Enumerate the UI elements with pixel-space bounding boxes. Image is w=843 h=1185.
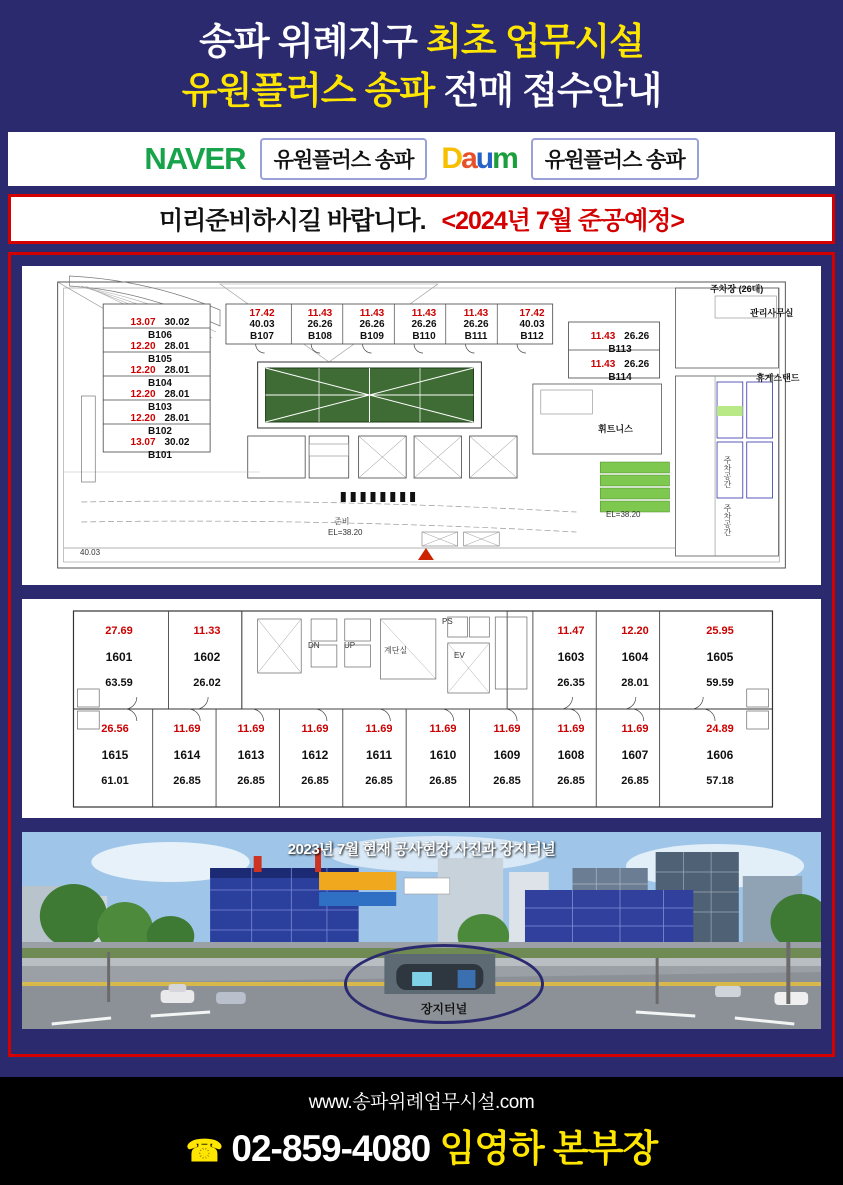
portal-search-bar — [8, 130, 835, 188]
label-elev-2: EL=38.20 — [606, 509, 641, 519]
tunnel-label: 장지터널 — [420, 1001, 468, 1016]
unit-b111: 11.43 26.26 B111 — [463, 307, 489, 342]
header-line1-accent: 최초 업무시설 — [426, 21, 644, 62]
unit-b110: 11.43 26.26 B110 — [411, 307, 437, 342]
unit-1610: 11.69 1610 26.85 — [429, 722, 457, 787]
daum-logo: Daum — [441, 141, 517, 175]
label-stairs: 계단실 — [384, 645, 408, 655]
unit-1608: 11.69 1608 26.85 — [557, 722, 585, 787]
label-prep: 준비 — [334, 516, 350, 526]
notice-left-text: 미리준비하시길 바랍니다. — [158, 206, 426, 235]
label-elev-1: EL=38.20 — [328, 527, 363, 537]
unit-b112: 17.42 40.03 B112 — [519, 307, 545, 342]
unit-1615: 26.56 1615 61.01 — [101, 722, 129, 787]
notice-strip — [8, 194, 835, 244]
unit-1601: 27.69 1601 63.59 — [105, 624, 133, 689]
label-fitness: 휘트니스 — [598, 423, 633, 434]
unit-1612: 11.69 1612 26.85 — [301, 722, 329, 787]
label-dn: DN — [308, 640, 320, 650]
telephone-icon: ☎ — [185, 1135, 223, 1168]
unit-1603: 11.47 1603 26.35 — [557, 624, 585, 689]
header-line-2 — [8, 67, 835, 116]
unit-b101: 13.07 30.02 B101 — [130, 436, 190, 462]
header-line1-plain: 송파 위례지구 — [199, 21, 427, 62]
unit-1602: 11.33 1602 26.02 — [193, 624, 221, 689]
unit-b114: 11.43 26.26 B114 — [590, 358, 650, 384]
poster-footer — [0, 1077, 843, 1185]
unit-1604: 12.20 1604 28.01 — [621, 624, 649, 689]
unit-1609: 11.69 1609 26.85 — [493, 722, 521, 787]
content-frame — [8, 252, 835, 1057]
unit-1614: 11.69 1614 26.85 — [173, 722, 201, 787]
naver-logo: NAVER — [144, 140, 246, 176]
contact-line — [0, 1118, 843, 1172]
unit-b104: 12.20 28.01 B104 — [130, 364, 190, 390]
header-line2-accent: 유원플러스 송파 — [181, 69, 435, 111]
label-parking-26: 주차장 (26대) — [710, 283, 764, 294]
unit-b113: 11.43 26.26 B113 — [590, 330, 650, 356]
naver-search-query[interactable]: 유원플러스 송파 — [260, 138, 428, 180]
floor16-floorplan-panel — [19, 596, 824, 821]
unit-1613: 11.69 1613 26.85 — [237, 722, 265, 787]
label-area-4003: 40.03 — [80, 547, 101, 557]
header-line2-plain: 전매 접수안내 — [434, 69, 662, 111]
unit-b108: 11.43 26.26 B108 — [307, 307, 333, 342]
unit-b107: 17.42 40.03 B107 — [249, 307, 275, 342]
label-ps: PS — [442, 616, 453, 626]
label-ev: EV — [454, 650, 465, 660]
label-parking-space-2: 주차공간 — [723, 503, 732, 536]
website-url[interactable]: www.송파위례업무시설.com — [308, 1092, 535, 1113]
label-rest-stand: 휴게스탠드 — [756, 372, 800, 383]
unit-1606: 24.89 1606 57.18 — [706, 722, 734, 787]
notice-right-text: <2024년 7월 준공예정> — [441, 206, 685, 235]
unit-b102: 12.20 28.01 B102 — [130, 412, 190, 438]
site-photo-panel — [19, 829, 824, 1032]
unit-b103: 12.20 28.01 B103 — [130, 388, 190, 414]
agent-name: 임영하 본부장 — [439, 1128, 658, 1169]
unit-1605: 25.95 1605 59.59 — [706, 624, 734, 689]
label-parking-space-1: 주차공간 — [723, 455, 732, 488]
basement-floorplan-panel — [19, 263, 824, 588]
label-management-office: 관리사무실 — [750, 307, 794, 318]
photo-caption: 2023년 7월 현재 공사현장 사진과 장지터널 — [287, 840, 556, 858]
poster-header — [8, 8, 835, 130]
unit-b109: 11.43 26.26 B109 — [359, 307, 385, 342]
daum-search-query[interactable]: 유원플러스 송파 — [531, 138, 699, 180]
floor16-unit-labels — [22, 599, 821, 818]
unit-b106: 13.07 30.02 B106 — [130, 316, 190, 342]
unit-1611: 11.69 1611 26.85 — [365, 722, 393, 787]
label-up: UP — [344, 640, 356, 650]
header-line-1 — [8, 18, 835, 67]
unit-b105: 12.20 28.01 B105 — [130, 340, 190, 366]
unit-1607: 11.69 1607 26.85 — [621, 722, 649, 787]
phone-number[interactable]: 02-859-4080 — [231, 1128, 431, 1169]
